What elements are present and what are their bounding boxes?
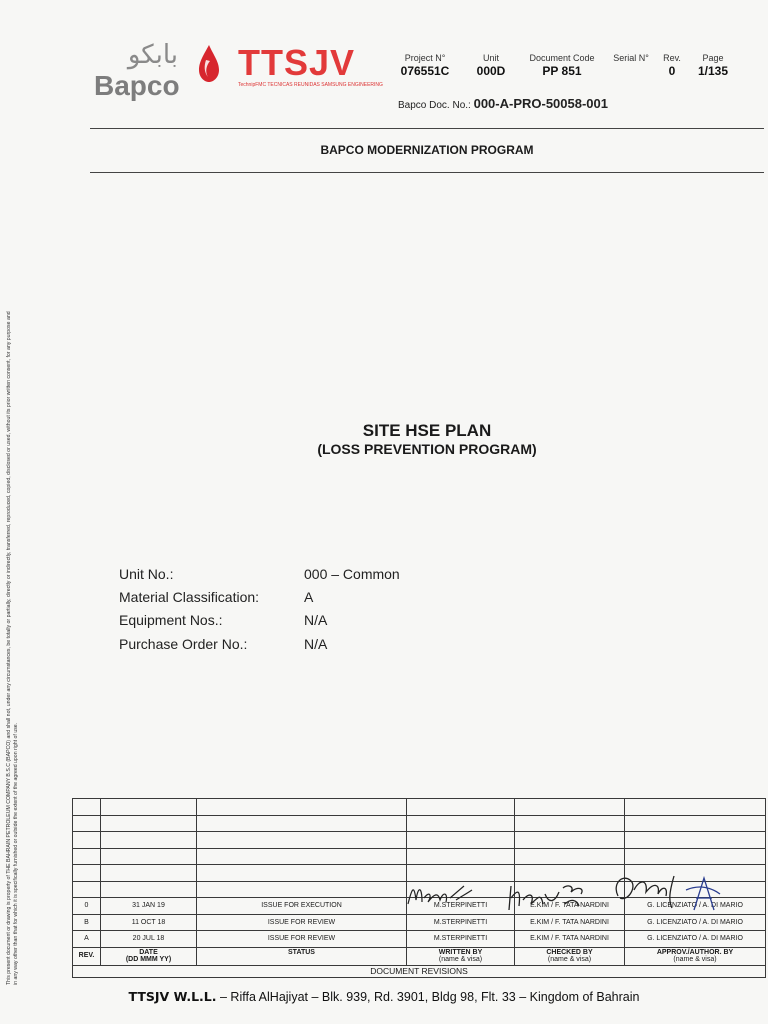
- program-title: BAPCO MODERNIZATION PROGRAM: [320, 143, 534, 157]
- header-label-unit: Unit: [482, 53, 499, 63]
- header-checked-by: [515, 947, 625, 965]
- ttsjv-logo-subtitle: TechnipFMC TECNICAS REUNIDAS SAMSUNG ENGINEERING: [238, 82, 383, 88]
- revision-empty-row: [73, 832, 766, 849]
- header-checked-label: CHECKED BY: [546, 948, 593, 956]
- field-label-unit: Unit No.:: [119, 566, 174, 582]
- footer-address-text: – Riffa AlHajiyat – Blk. 939, Rd. 3901, Bldg 98, Flt. 33 – Kingdom of Bahrain: [216, 990, 640, 1004]
- bapco-logo: [92, 40, 222, 102]
- revision-caption-row: [73, 965, 766, 977]
- document-title: SITE HSE PLAN: [362, 421, 492, 440]
- revision-checked-by: E.KIM / F. TATA NARDINI: [515, 898, 625, 915]
- side-notice-line-2: in any way other than that for which it is specifically furnished or outside the extent of the agreed upon right of use.: [13, 722, 19, 985]
- header-value-unit: 000D: [476, 64, 506, 78]
- header-value-page: 1/135: [697, 64, 729, 78]
- ttsjv-logo-text: TTSJV: [238, 42, 356, 83]
- header-status-label: STATUS: [288, 948, 315, 956]
- header-label-rev: Rev.: [663, 53, 681, 63]
- revision-approved-by: G. LICENZIATO / A. DI MARIO: [625, 914, 766, 931]
- revision-status: ISSUE FOR REVIEW: [197, 931, 407, 948]
- field-label-equipment: Equipment Nos.:: [119, 612, 223, 628]
- bapco-doc-value: 000-A-PRO-50058-001: [473, 96, 608, 111]
- revision-empty-row: [73, 799, 766, 816]
- bapco-doc-label: Bapco Doc. No.:: [398, 100, 474, 111]
- signature-approved-by-icon: [608, 870, 724, 914]
- signature-checked-by-icon: [505, 880, 595, 914]
- revision-empty-row: [73, 848, 766, 865]
- revision-status: ISSUE FOR EXECUTION: [197, 898, 407, 915]
- header-value-rev: 0: [668, 64, 676, 78]
- field-value-purchase-order: N/A: [304, 636, 328, 652]
- header-date: [101, 947, 197, 965]
- header-status: [197, 947, 407, 965]
- header-divider: [90, 128, 764, 129]
- revision-date: 31 JAN 19: [101, 898, 197, 915]
- revision-row: [73, 914, 766, 931]
- revision-caption: DOCUMENT REVISIONS: [73, 965, 766, 977]
- program-divider: [90, 172, 764, 173]
- header-label-document-code: Document Code: [529, 53, 595, 63]
- revision-written-by: M.STERPINETTI: [407, 931, 515, 948]
- revision-rev: 0: [73, 898, 101, 915]
- header-written-label: WRITTEN BY: [438, 948, 483, 956]
- signature-written-by-icon: [404, 880, 480, 910]
- revision-checked-by: E.KIM / F. TATA NARDINI: [515, 914, 625, 931]
- bapco-flame-icon: [198, 44, 220, 84]
- footer-company: TTSJV W.L.L.: [128, 989, 217, 1004]
- side-confidentiality-notice: [6, 155, 20, 985]
- side-notice-line-1: This present document or drawing is property of THE BAHRAIN PETROLEUM COMPANY B.S.C (BAPCO) and shall not, under any circumstances, be totally or partially, directly or indirectly, transferred, reproduced, copied, disclosed or used, without its prior written consent, for any purpose and: [6, 311, 12, 985]
- header-written-sub: (name & visa): [438, 956, 483, 963]
- header-label-project: Project N°: [404, 53, 446, 63]
- revision-checked-by: E.KIM / F. TATA NARDINI: [515, 931, 625, 948]
- field-value-material: A: [304, 589, 314, 605]
- document-subtitle: (LOSS PREVENTION PROGRAM): [317, 441, 537, 457]
- ttsjv-logo: [238, 44, 388, 94]
- revision-date: 11 OCT 18: [101, 914, 197, 931]
- field-value-equipment: N/A: [304, 612, 328, 628]
- header-written-by: [407, 947, 515, 965]
- header-value-document-code: PP 851: [542, 64, 582, 78]
- header-approved-sub: (name & visa): [673, 956, 717, 963]
- bapco-logo-english: Bapco: [94, 70, 180, 101]
- revision-header-row: [73, 947, 766, 965]
- revision-row: [73, 931, 766, 948]
- header-value-project: 076551C: [400, 64, 450, 78]
- field-label-purchase-order: Purchase Order No.:: [119, 636, 248, 652]
- field-label-material: Material Classification:: [119, 589, 260, 605]
- revision-approved-by: G. LICENZIATO / A. DI MARIO: [625, 931, 766, 948]
- header-approved-label: APPROV./AUTHOR. BY: [656, 948, 734, 956]
- header-approved-by: [625, 947, 766, 965]
- header-label-serial: Serial N°: [613, 53, 649, 63]
- header-date-label: DATE: [139, 948, 158, 956]
- bapco-doc-number: [398, 96, 608, 111]
- header-checked-sub: (name & visa): [547, 956, 592, 963]
- revision-empty-row: [73, 815, 766, 832]
- header-rev: REV.: [73, 947, 101, 965]
- revision-written-by: M.STERPINETTI: [407, 914, 515, 931]
- header-date-sub: (DD MMM YY): [125, 956, 172, 963]
- bapco-logo-arabic: بابكو: [127, 40, 178, 70]
- revision-status: ISSUE FOR REVIEW: [197, 914, 407, 931]
- revision-written-by: M.STERPINETTI: [407, 898, 515, 915]
- revision-date: 20 JUL 18: [101, 931, 197, 948]
- revision-approved-by: G. LICENZIATO / A. DI MARIO: [625, 898, 766, 915]
- header-label-page: Page: [702, 53, 724, 63]
- field-value-unit: 000 – Common: [304, 566, 400, 582]
- revision-rev: B: [73, 914, 101, 931]
- revision-rev: A: [73, 931, 101, 948]
- footer-address: [0, 989, 768, 1004]
